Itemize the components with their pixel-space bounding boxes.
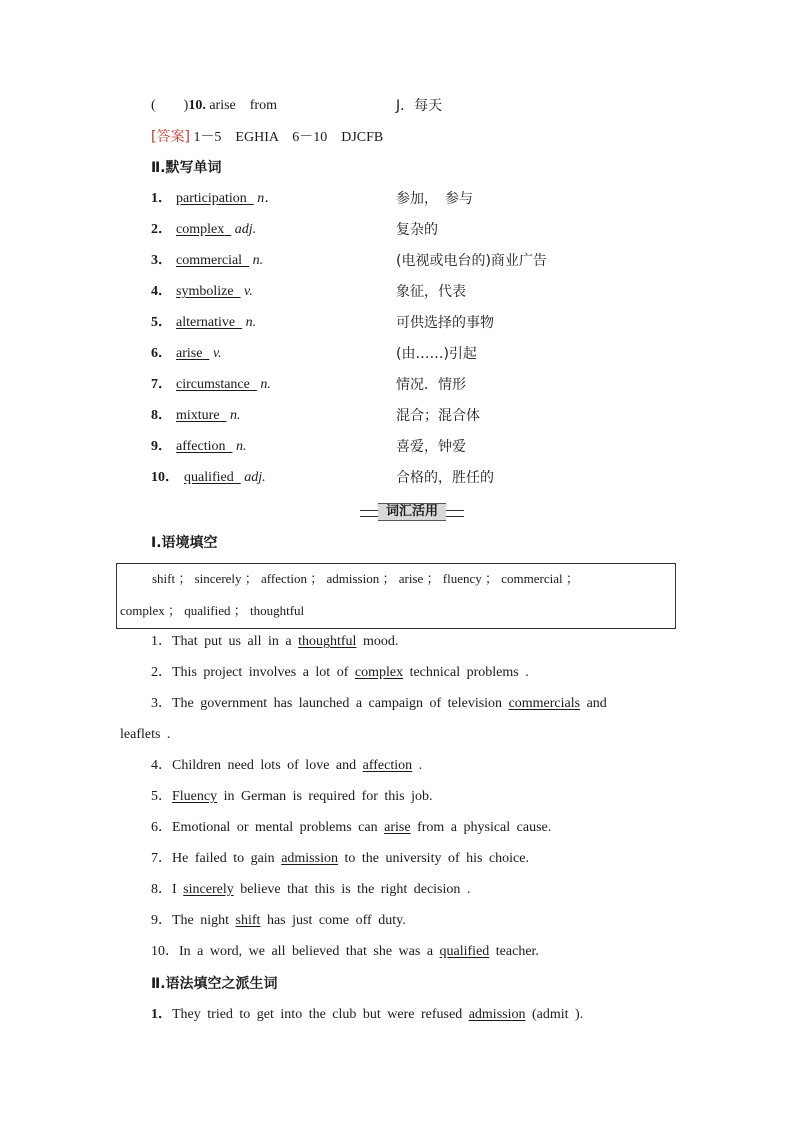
question-number: 10.: [188, 98, 206, 113]
answer-blank-tail: [250, 377, 257, 392]
word-bank-line-2: complex ； qualified ； thoughtful: [120, 603, 305, 618]
answer-key-text: 1－5 EGHIA 6－10 DJCFB: [193, 130, 384, 145]
vocab-word-row: [184, 469, 266, 487]
vocab-meaning: 象征，代表: [396, 284, 466, 300]
answer-blank-tail: [235, 315, 242, 330]
vocab-part-of-speech: n.: [230, 408, 241, 423]
sentence-answer: shift: [235, 913, 261, 928]
derivative-number: 1．: [151, 1007, 172, 1022]
fill-sentence: [151, 757, 422, 775]
vocab-meaning: 情况．情形: [396, 377, 466, 393]
vocab-meaning: 混合；混合体: [396, 408, 480, 424]
answer-blank-tail: [234, 284, 241, 299]
vocab-part-of-speech: n.: [260, 377, 271, 392]
vocab-part-of-speech: n.: [252, 253, 264, 268]
vocab-meaning: 合格的，胜任的: [396, 470, 494, 486]
fill-sentence: [151, 664, 529, 682]
vocab-answer-word: qualified: [184, 470, 234, 485]
answer-blank-tail: [234, 470, 241, 485]
vocab-answer-word: symbolize: [176, 284, 234, 299]
question-word: arise from: [209, 98, 277, 113]
vocab-meaning: 喜爱，钟爱: [396, 439, 466, 455]
fill-sentence: [151, 881, 470, 899]
sentence-answer: arise: [384, 820, 411, 835]
fill-sentence: [151, 819, 551, 837]
answer-key-row: [151, 128, 383, 147]
vocab-answer-word: commercial: [176, 253, 243, 268]
sentence-text: 1．That put us all in a: [151, 634, 299, 649]
fill-sentence: [151, 788, 433, 806]
vocab-number: 2．: [151, 222, 172, 237]
sentence-answer: sincerely: [183, 882, 234, 897]
answer-blank-tail: [226, 439, 233, 454]
answer-label: [答案]: [151, 129, 190, 145]
vocab-answer-word: circumstance: [176, 377, 250, 392]
vocab-number: 6．: [151, 346, 172, 361]
vocab-answer-word: participation: [176, 191, 247, 206]
sentence-text: 10．In a word, we all believed that she was a: [151, 944, 440, 959]
derivative-suffix: (admit ).: [525, 1007, 584, 1022]
vocab-meaning: (由……)引起: [396, 346, 477, 362]
vocab-word-row: [176, 283, 253, 301]
sentence-answer: complex: [354, 665, 404, 680]
sentence-text-end: and: [580, 696, 607, 711]
answer-blank-tail: [220, 408, 227, 423]
vocab-meaning: 可供选择的事物: [396, 315, 494, 331]
vocab-word-row: [176, 252, 263, 270]
section-banner: [360, 503, 464, 519]
vocab-answer-word: mixture: [176, 408, 220, 423]
word-bank-box: [116, 563, 676, 629]
fill-sentence: [151, 912, 406, 930]
vocab-word-row: [176, 407, 241, 425]
sentence-text-end: believe that this is the right decision .: [233, 882, 471, 897]
fill-sentence: [151, 695, 607, 713]
vocab-meaning: (电视或电台的)商业广告: [396, 253, 547, 269]
sentence-text: 6．Emotional or mental problems can: [151, 820, 385, 835]
sentence-text: 3．The government has launched a campaign of television: [151, 696, 509, 711]
banner-right-bar: [446, 510, 464, 517]
sentence-answer: commercials: [508, 696, 581, 711]
word-bank-line-1: shift ； sincerely ； affection ； admission ； arise ； fluency ； commercial ；: [152, 571, 579, 586]
sentence-text-end: mood.: [356, 634, 399, 649]
banner-left-bar: [360, 510, 378, 517]
vocab-word-row: [176, 314, 256, 332]
vocab-number: 1．: [151, 191, 172, 206]
fill-sentence: [151, 633, 398, 651]
answer-blank-tail: [202, 346, 209, 361]
vocab-word-row: [176, 438, 247, 456]
sentence-text: 9．The night: [151, 913, 236, 928]
sentence-text: 2．This project involves a lot of: [151, 665, 355, 680]
sentence-text-end: in German is required for this job.: [217, 789, 433, 804]
vocab-part-of-speech: adj.: [244, 470, 266, 485]
vocab-word-row: [176, 221, 256, 239]
vocab-number: 7．: [151, 377, 172, 392]
sentence-text-end: teacher.: [489, 944, 539, 959]
answer-blank-tail: [224, 222, 231, 237]
banner-label: 词汇活用: [378, 503, 446, 521]
vocab-number: 8．: [151, 408, 172, 423]
vocab-meaning: 复杂的: [396, 222, 438, 238]
vocab-part-of-speech: n.: [236, 439, 247, 454]
answer-blank-tail: [247, 191, 254, 206]
sentence-answer: admission: [281, 851, 338, 866]
sentence-text-end: from a physical cause.: [410, 820, 552, 835]
vocab-answer-word: affection: [176, 439, 226, 454]
sentence-answer: Fluency: [172, 789, 218, 804]
sentence-answer: qualified: [439, 944, 490, 959]
sentence-text-end: has just come off duty.: [260, 913, 406, 928]
vocab-answer-word: arise: [176, 346, 203, 361]
sentence-text: 5．: [151, 789, 172, 804]
vocab-word-row: [176, 190, 278, 208]
sentence-text-end: to the university of his choice.: [337, 851, 529, 866]
answer-paren: ( ): [151, 98, 189, 113]
sentence-text-end: technical problems .: [403, 665, 529, 680]
answer-blank-tail: [242, 253, 249, 268]
fill-sentence: [151, 850, 529, 868]
vocab-answer-word: alternative: [176, 315, 236, 330]
sentence-text: 4．Children need lots of love and: [151, 758, 363, 773]
vocab-word-row: [176, 345, 222, 363]
vocab-number: 5．: [151, 315, 172, 330]
question-10-row: [151, 97, 277, 115]
sentence-text-end: .: [412, 758, 423, 773]
sentence-answer: affection: [362, 758, 413, 773]
vocab-part-of-speech: n．: [257, 191, 279, 206]
derivative-question-1: [151, 1006, 583, 1024]
vocab-number: 3．: [151, 253, 172, 268]
vocab-number: 10．: [151, 470, 179, 485]
vocab-part-of-speech: n.: [245, 315, 257, 330]
vocab-part-of-speech: v.: [244, 284, 253, 299]
sentence-text: 7．He failed to gain: [151, 851, 282, 866]
vocab-number: 4．: [151, 284, 172, 299]
vocab-part-of-speech: v.: [212, 346, 222, 361]
fill-sentence: [120, 726, 170, 744]
section-title-context-fill: Ⅰ.语境填空: [151, 535, 218, 551]
vocab-number: 9．: [151, 439, 172, 454]
vocab-part-of-speech: adj.: [234, 222, 257, 237]
derivative-answer: admission: [468, 1007, 526, 1022]
derivative-prefix: They tried to get into the club but were refused: [172, 1007, 469, 1022]
vocab-meaning: 参加， 参与: [396, 191, 473, 207]
vocab-answer-word: complex: [176, 222, 225, 237]
fill-sentence: [151, 943, 539, 961]
section-title-derivatives: Ⅱ.语法填空之派生词: [151, 976, 278, 992]
question-10-answer: J．每天: [396, 98, 443, 114]
sentence-text: 8．I: [151, 882, 184, 897]
section-title-dictation: Ⅱ.默写单词: [151, 160, 222, 176]
sentence-text: leaflets .: [120, 727, 171, 742]
vocab-word-row: [176, 376, 271, 394]
sentence-answer: thoughtful: [298, 634, 357, 649]
